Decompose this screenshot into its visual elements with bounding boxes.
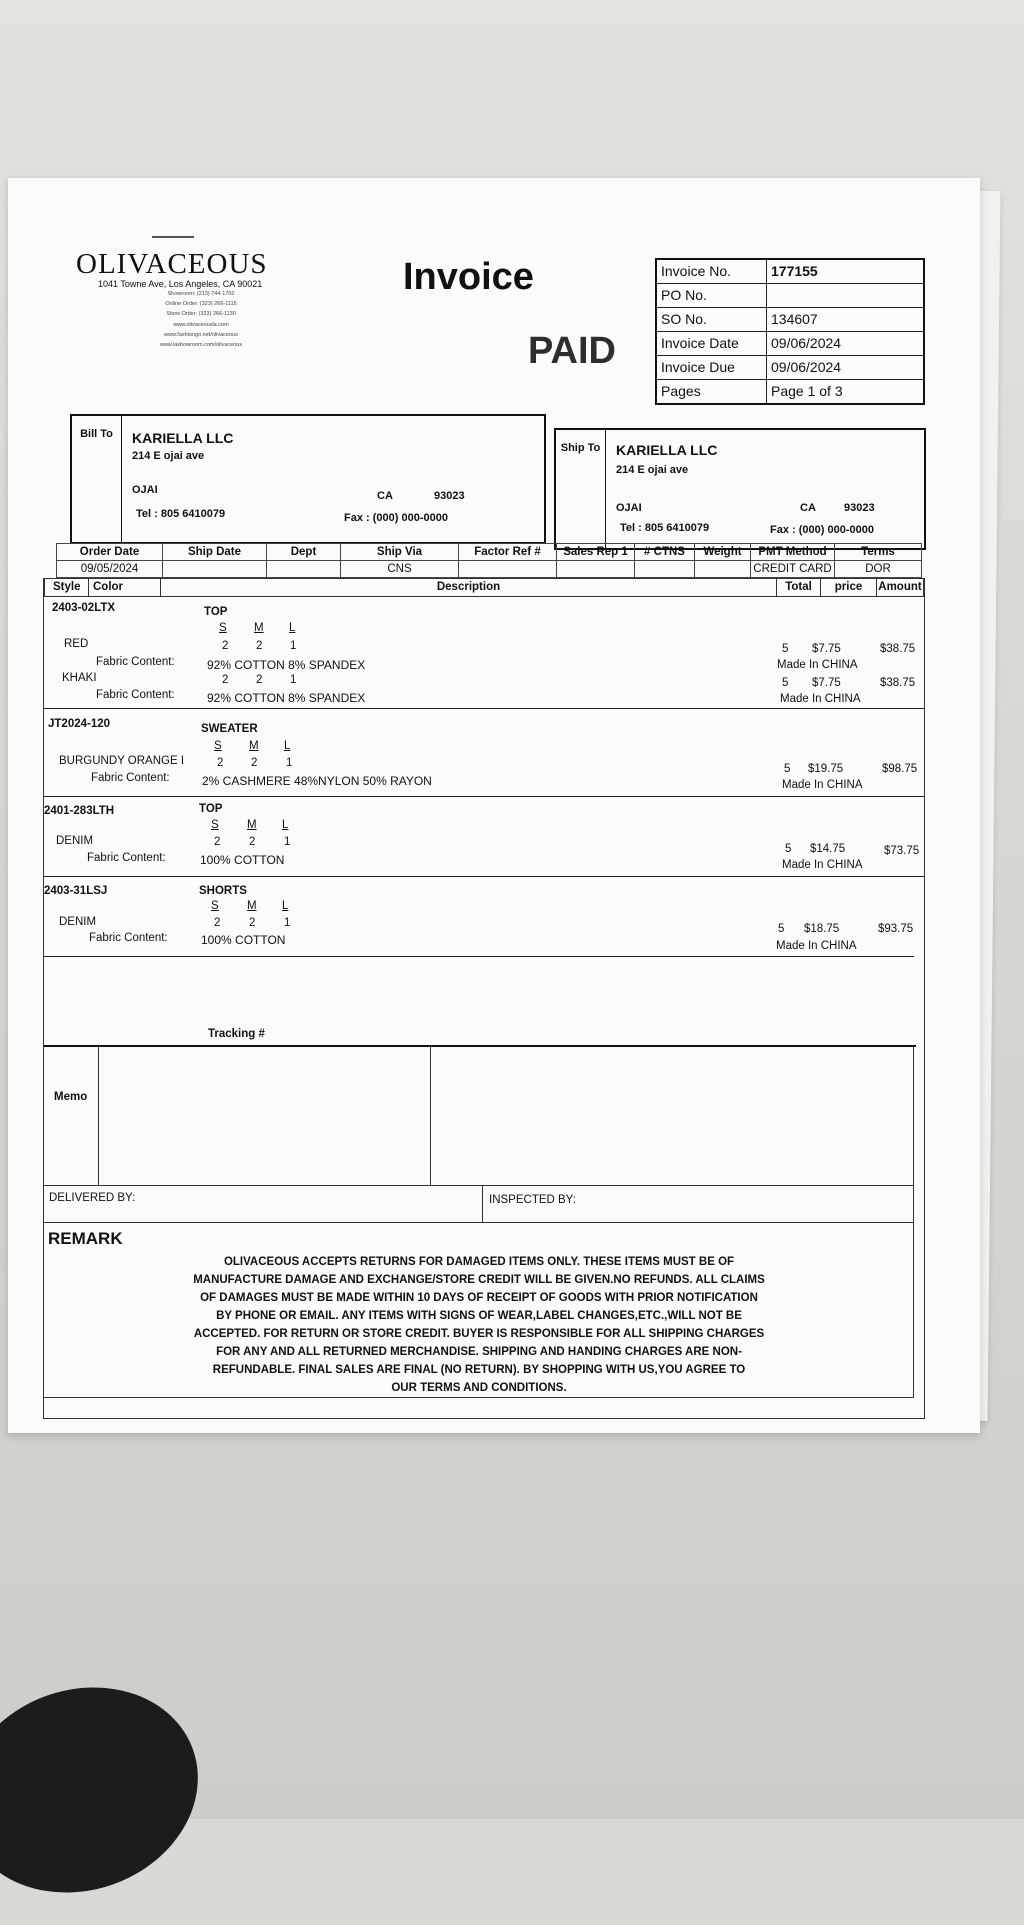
ship-date	[163, 561, 267, 577]
ship-via: CNS	[341, 561, 459, 577]
origin: Made In CHINA	[780, 693, 861, 705]
ship-to-city: OJAI	[616, 502, 642, 514]
bill-to-box	[70, 414, 546, 544]
qty-m: 2	[249, 836, 256, 848]
bill-to-fax: Fax : (000) 000-0000	[344, 512, 448, 524]
remark-line: FOR ANY AND ALL RETURNED MERCHANDISE. SHIPPING AND HANDING CHARGES ARE NON-	[216, 1346, 742, 1358]
item-color: KHAKI	[62, 672, 97, 684]
line-items-header	[44, 578, 924, 597]
item-divider	[44, 876, 924, 877]
col-ship-date: Ship Date	[163, 544, 267, 560]
remark-line: REFUNDABLE. FINAL SALES ARE FINAL (NO RETURN). BY SHOPPING WITH US,YOU AGREE TO	[212, 1364, 746, 1376]
item-divider	[44, 708, 924, 709]
line-total: 5	[784, 763, 791, 775]
col-order-date: Order Date	[57, 544, 163, 560]
bill-to-city: OJAI	[132, 484, 158, 496]
qty-l: 1	[290, 640, 297, 652]
memo-box	[44, 1047, 914, 1185]
ctns	[635, 561, 695, 577]
fabric-label: Fabric Content:	[91, 772, 170, 784]
item-color: RED	[64, 638, 89, 650]
ship-to-tel: Tel : 805 6410079	[620, 522, 710, 534]
qty-m: 2	[249, 917, 256, 929]
bill-to-name: KARIELLA LLC	[132, 430, 234, 446]
line-amount: $98.75	[882, 763, 918, 775]
size-s: S	[211, 819, 219, 831]
item-style: JT2024-120	[48, 718, 111, 730]
col-pmt-method: PMT Method	[751, 544, 835, 560]
invoice-sheet	[8, 178, 980, 1433]
meta-label: Invoice Due	[657, 356, 767, 379]
hdr-total: Total	[777, 579, 821, 596]
origin: Made In CHINA	[782, 859, 863, 871]
size-l: L	[289, 622, 296, 634]
col-ctns: # CTNS	[635, 544, 695, 560]
item-color: DENIM	[56, 835, 94, 847]
col-terms: Terms	[861, 546, 895, 558]
size-m: M	[247, 900, 257, 912]
tracking-label: Tracking #	[208, 1028, 265, 1040]
col-sales-rep: Sales Rep 1	[557, 544, 635, 560]
document-title: Invoice	[403, 256, 534, 298]
qty-l: 1	[290, 674, 297, 686]
qty-m: 2	[256, 640, 263, 652]
item-style: 2401-283LTH	[44, 805, 115, 817]
meta-row	[657, 380, 923, 403]
order-info-table	[56, 543, 922, 578]
hdr-amount: Amount	[878, 581, 922, 593]
contact-line: www.lashowroom.com/olivaceous	[159, 342, 243, 348]
size-m: M	[247, 819, 257, 831]
fabric-content: 92% COTTON 8% SPANDEX	[207, 658, 366, 672]
remark-line: OF DAMAGES MUST BE MADE WITHIN 10 DAYS OF RECEIPT OF GOODS WITH PRIOR NOTIFICATION	[200, 1292, 758, 1304]
line-amount: $93.75	[878, 923, 914, 935]
company-address: 1041 Towne Ave, Los Angeles, CA 90021	[98, 279, 263, 289]
ship-to-street: 214 E ojai ave	[616, 464, 689, 476]
size-s: S	[219, 622, 227, 634]
line-price: $19.75	[808, 763, 844, 775]
fabric-label: Fabric Content:	[89, 932, 168, 944]
size-l: L	[284, 740, 291, 752]
bill-to-zip: 93023	[434, 490, 465, 502]
origin: Made In CHINA	[776, 940, 857, 952]
line-total: 5	[782, 677, 789, 689]
hdr-description: Description	[161, 579, 777, 596]
qty-s: 2	[217, 757, 224, 769]
contact-line: Showroom: (213) 744-1702	[167, 291, 235, 297]
ship-to-fax: Fax : (000) 000-0000	[770, 524, 874, 536]
invoice-date: 09/06/2024	[771, 335, 842, 351]
company-logo: OLIVACEOUS	[76, 248, 268, 280]
line-amount: $38.75	[880, 677, 916, 689]
bill-to-tel: Tel : 805 6410079	[136, 508, 226, 520]
line-price: $7.75	[812, 643, 841, 655]
contact-line: Online Order: (323) 266-1115	[165, 301, 237, 307]
origin: Made In CHINA	[782, 779, 863, 791]
hdr-price: price	[821, 579, 877, 596]
item-style: 2403-02LTX	[52, 602, 116, 614]
qty-l: 1	[284, 836, 291, 848]
qty-m: 2	[256, 674, 263, 686]
remark-box	[44, 1223, 914, 1398]
line-amount: $73.75	[884, 845, 920, 857]
fabric-label: Fabric Content:	[87, 852, 166, 864]
meta-label: SO No.	[657, 308, 767, 331]
qty-s: 2	[222, 640, 229, 652]
order-date: 09/05/2024	[57, 561, 163, 577]
hdr-style: Style	[45, 579, 89, 596]
bill-to-label: Bill To	[72, 416, 122, 542]
qty-l: 1	[286, 757, 293, 769]
remark-line: ACCEPTED. FOR RETURN OR STORE CREDIT. BUYER IS RESPONSIBLE FOR ALL SHIPPING CHARGES	[193, 1328, 765, 1340]
size-s: S	[214, 740, 222, 752]
po-number	[767, 284, 923, 307]
meta-row	[657, 356, 923, 380]
remark-line: OLIVACEOUS ACCEPTS RETURNS FOR DAMAGED ITEMS ONLY. THESE ITEMS MUST BE OF	[223, 1256, 735, 1268]
ship-to-box	[554, 428, 926, 550]
size-s: S	[211, 900, 219, 912]
remark-line: BY PHONE OR EMAIL. ANY ITEMS WITH SIGNS OF WEAR,LABEL CHANGES,ETC.,WILL NOT BE	[216, 1310, 742, 1322]
pmt-method: CREDIT CARD	[751, 561, 835, 577]
dept	[267, 561, 341, 577]
meta-label: PO No.	[657, 284, 767, 307]
item-type: TOP	[199, 803, 223, 815]
remark-title: REMARK	[48, 1229, 123, 1248]
ship-to-state: CA	[800, 502, 816, 514]
remark-text	[44, 1253, 914, 1397]
fabric-content: 100% COTTON	[201, 933, 286, 947]
item-color: BURGUNDY ORANGE I	[59, 755, 185, 767]
size-l: L	[282, 819, 289, 831]
pages: Page 1 of 3	[771, 383, 843, 399]
col-dept: Dept	[267, 544, 341, 560]
meta-row	[657, 260, 923, 284]
contact-line: Show Order: (323) 266-1130	[166, 311, 236, 317]
item-type: SWEATER	[201, 723, 258, 735]
meta-label: Pages	[657, 380, 767, 403]
fabric-label: Fabric Content:	[96, 689, 175, 701]
remark-line: MANUFACTURE DAMAGE AND EXCHANGE/STORE CREDIT WILL BE GIVEN.NO REFUNDS. ALL CLAIMS	[193, 1274, 765, 1286]
fabric-content: 92% COTTON 8% SPANDEX	[207, 691, 366, 705]
weight	[695, 561, 751, 577]
terms: DOR	[865, 563, 891, 575]
invoice-number: 177155	[771, 263, 818, 279]
meta-label: Invoice No.	[657, 260, 767, 283]
meta-label: Invoice Date	[657, 332, 767, 355]
fabric-content: 2% CASHMERE 48%NYLON 50% RAYON	[202, 774, 432, 788]
origin: Made In CHINA	[777, 659, 858, 671]
item-divider	[44, 956, 914, 957]
line-total: 5	[778, 923, 785, 935]
fabric-label: Fabric Content:	[96, 656, 175, 668]
paid-stamp: PAID	[528, 330, 616, 372]
qty-s: 2	[214, 836, 221, 848]
qty-s: 2	[222, 674, 229, 686]
size-l: L	[282, 900, 289, 912]
line-items-area	[43, 578, 925, 1419]
bill-to-state: CA	[377, 490, 393, 502]
line-total: 5	[782, 643, 789, 655]
signoff-divider	[482, 1186, 483, 1223]
line-amount: $38.75	[880, 643, 916, 655]
qty-m: 2	[251, 757, 258, 769]
fabric-content: 100% COTTON	[200, 853, 285, 867]
logo-bar	[152, 236, 194, 238]
ship-to-label: Ship To	[556, 430, 606, 548]
inspected-by-label: INSPECTED BY:	[489, 1194, 576, 1206]
invoice-due: 09/06/2024	[771, 359, 842, 375]
memo-divider	[430, 1047, 431, 1185]
col-weight: Weight	[695, 544, 751, 560]
item-color: DENIM	[59, 916, 97, 928]
memo-divider	[98, 1047, 99, 1185]
meta-row	[657, 284, 923, 308]
ship-to-name: KARIELLA LLC	[616, 442, 718, 458]
size-m: M	[254, 622, 264, 634]
item-type: TOP	[204, 606, 228, 618]
memo-label: Memo	[54, 1091, 88, 1103]
line-price: $7.75	[812, 677, 841, 689]
col-factor-ref: Factor Ref #	[459, 544, 557, 560]
size-m: M	[249, 740, 259, 752]
order-info-header	[56, 543, 922, 561]
item-type: SHORTS	[199, 885, 247, 897]
so-number: 134607	[771, 311, 818, 327]
sales-rep	[557, 561, 635, 577]
order-info-values	[56, 561, 922, 578]
item-divider	[44, 796, 924, 797]
contact-line: www.fashiongo.net/olivaceous	[164, 332, 238, 338]
ship-to-zip: 93023	[844, 502, 875, 514]
qty-l: 1	[284, 917, 291, 929]
signoff-row	[44, 1185, 914, 1223]
factor-ref	[459, 561, 557, 577]
hdr-color: Color	[89, 579, 161, 596]
col-ship-via: Ship Via	[341, 544, 459, 560]
remark-line: OUR TERMS AND CONDITIONS.	[391, 1382, 567, 1394]
qty-s: 2	[214, 917, 221, 929]
invoice-meta-table	[655, 258, 925, 405]
line-total: 5	[785, 843, 792, 855]
delivered-by-label: DELIVERED BY:	[49, 1192, 136, 1204]
contact-line: www.olivaceousla.com	[173, 322, 229, 328]
meta-row	[657, 308, 923, 332]
bill-to-street: 214 E ojai ave	[132, 450, 205, 462]
item-style: 2403-31LSJ	[44, 885, 108, 897]
line-price: $14.75	[810, 843, 846, 855]
meta-row	[657, 332, 923, 356]
line-price: $18.75	[804, 923, 840, 935]
